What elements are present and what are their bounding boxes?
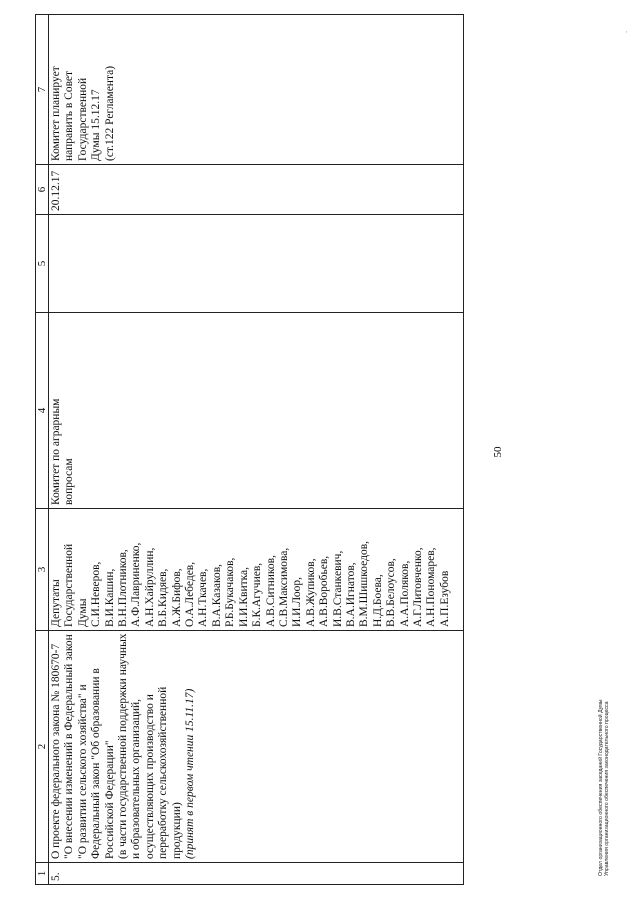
- initiator-line: О.А.Лебедев,: [184, 561, 197, 627]
- initiator-line: В.Н.Плотников,: [117, 549, 130, 627]
- description-line: осуществляющих производство и: [143, 694, 156, 859]
- first-reading-note: (принят в первом чтении 15.11.17): [184, 688, 197, 859]
- note-line: Думы 15.12.17: [90, 89, 103, 161]
- column-header: 6: [36, 165, 49, 215]
- note-line: направить в Совет: [63, 70, 76, 161]
- notes-cell: [49, 15, 464, 165]
- column-header: 4: [36, 313, 49, 509]
- initiator-line: А.П.Езубов: [438, 570, 451, 627]
- column-header: 5: [36, 215, 49, 313]
- initiator-line: Депутаты: [50, 579, 62, 627]
- initiator-line: Государственной: [63, 543, 76, 627]
- committee-line: вопросам: [63, 458, 76, 505]
- initiator-line: А.Ф.Лавриненко,: [130, 542, 143, 627]
- corner-mark: ·: [623, 30, 632, 34]
- footer-line: Управления организационного обеспечения законодательного процесса: [604, 701, 611, 876]
- initiator-line: И.И.Лоор,: [291, 577, 304, 627]
- legislation-table: [35, 15, 467, 885]
- initiator-line: В.М.Шишкоедов,: [358, 540, 371, 627]
- column-header: 7: [36, 15, 49, 165]
- column-header: 3: [36, 509, 49, 631]
- description-line: (в части государственной поддержки научных: [117, 633, 130, 859]
- page-number: 50: [492, 446, 504, 458]
- table-row: [49, 15, 464, 885]
- date-cell: 20.12.17: [49, 165, 464, 215]
- committee-line: Комитет по аграрным: [50, 398, 62, 505]
- initiator-line: А.Н.Хайруллин,: [143, 547, 156, 627]
- initiator-line: А.В.Жупиков,: [304, 558, 317, 627]
- initiators-list: [49, 509, 464, 631]
- description-line: О проекте федерального закона № 180670-7: [50, 643, 62, 859]
- column-5-cell: [49, 215, 464, 313]
- initiator-line: И.В.Станкевич,: [331, 550, 344, 627]
- description-line: и образовательных организаций,: [130, 698, 143, 859]
- initiator-line: Н.Д.Боева,: [371, 574, 384, 627]
- initiator-line: А.Ж.Бифов,: [170, 568, 183, 627]
- initiator-line: В.В.Белоусов,: [385, 558, 398, 627]
- initiator-line: А.Н.Пономарев,: [425, 547, 438, 627]
- description-line: переработку сельскохозяйственной: [157, 686, 170, 859]
- initiator-line: Думы: [76, 598, 89, 627]
- column-header: 2: [36, 631, 49, 863]
- initiator-line: Б.К.Агучиев,: [251, 562, 264, 627]
- initiator-line: И.И.Квитка,: [237, 566, 250, 627]
- initiator-line: А.Н.Ткачев,: [197, 568, 210, 627]
- initiator-line: С.И.Неверов,: [90, 561, 103, 627]
- responsible-committee: [49, 313, 464, 509]
- footer-line: Отдел организационного обеспечения заседаний Государственной Думы: [598, 699, 604, 876]
- initiator-line: В.Б.Кидяев,: [157, 568, 170, 627]
- note-line: (ст.122 Регламента): [103, 65, 116, 161]
- description-line: продукции): [170, 802, 183, 859]
- description-line: "О развитии сельского хозяйства" и: [76, 684, 89, 859]
- column-header: 1: [36, 863, 49, 885]
- initiator-line: А.В.Ситников,: [264, 555, 277, 627]
- description-line: Российской Федерации": [103, 740, 116, 859]
- initiator-line: Р.Б.Букачаков,: [224, 557, 237, 627]
- initiator-line: В.А.Казаков,: [210, 563, 223, 627]
- note-line: Комитет планирует: [50, 66, 62, 161]
- initiator-line: А.А.Поляков,: [398, 560, 411, 627]
- table-header-row: [36, 15, 49, 885]
- row-number: 5.: [49, 863, 464, 885]
- description-line: "О внесении изменений в Федеральный закон: [63, 634, 76, 859]
- initiator-line: А.В.Воробьев,: [318, 555, 331, 627]
- initiator-line: В.А.Игнатов,: [344, 562, 357, 627]
- initiator-line: В.И.Кашин,: [103, 568, 116, 627]
- note-line: Государственной: [76, 77, 89, 161]
- description-line: Федеральный закон "Об образовании в: [90, 668, 103, 859]
- initiator-line: С.В.Максимова,: [277, 547, 290, 627]
- footer-department: [598, 699, 611, 876]
- bill-description: [49, 631, 464, 863]
- initiator-line: А.Г.Литовченко,: [411, 547, 424, 627]
